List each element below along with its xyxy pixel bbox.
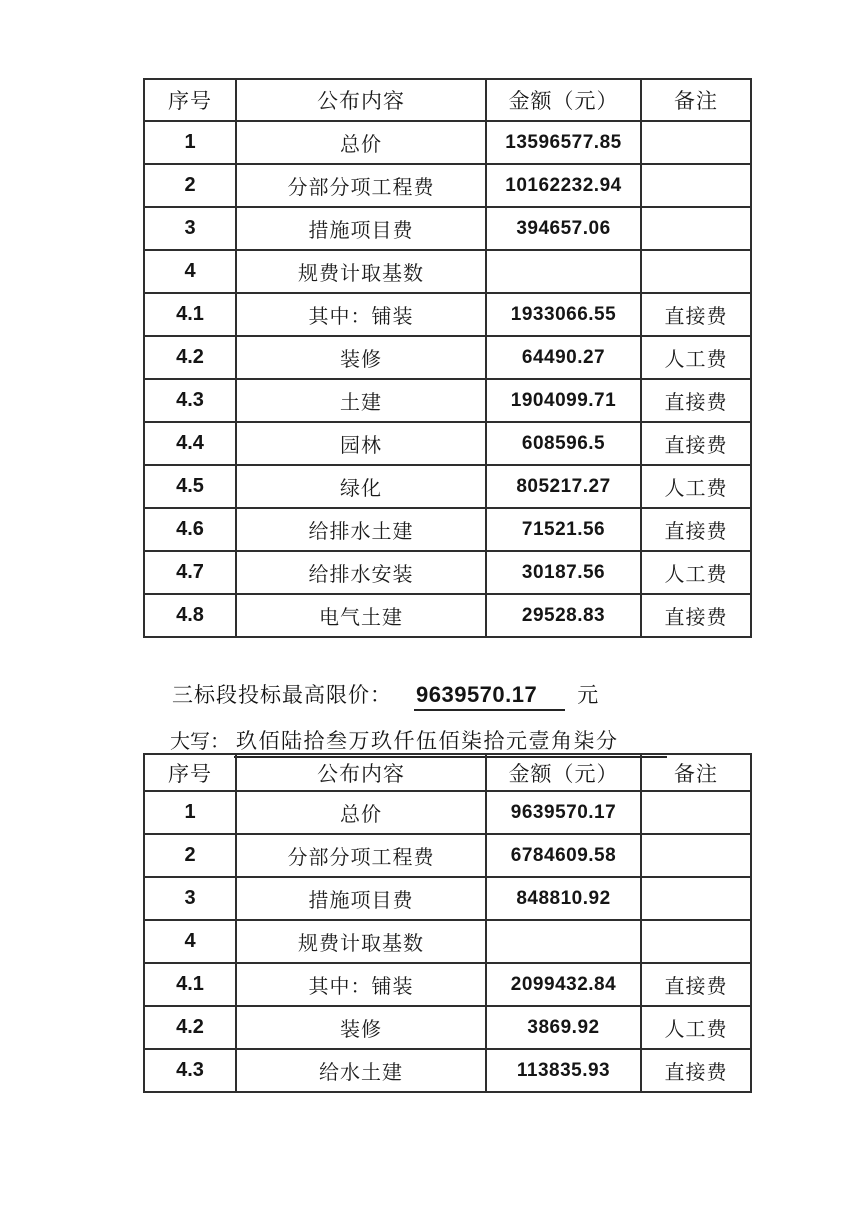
cell-seq: 4 — [144, 250, 236, 293]
cell-amount: 71521.56 — [486, 508, 641, 551]
cell-remark — [641, 207, 751, 250]
max-price-line — [172, 679, 599, 711]
cell-amount: 805217.27 — [486, 465, 641, 508]
cell-remark: 人工费 — [641, 465, 751, 508]
cell-content: 电气土建 — [236, 594, 486, 637]
column-header-seq: 序号 — [144, 79, 236, 121]
cell-amount: 394657.06 — [486, 207, 641, 250]
cell-remark: 直接费 — [641, 594, 751, 637]
cell-amount: 9639570.17 — [486, 791, 641, 834]
cell-seq: 4 — [144, 920, 236, 963]
cell-seq: 4.7 — [144, 551, 236, 594]
cell-remark: 人工费 — [641, 1006, 751, 1049]
cell-seq: 4.2 — [144, 336, 236, 379]
table-row — [144, 834, 751, 877]
cell-amount — [486, 920, 641, 963]
cell-seq: 4.4 — [144, 422, 236, 465]
cell-seq: 4.2 — [144, 1006, 236, 1049]
cell-remark: 人工费 — [641, 551, 751, 594]
table-row — [144, 121, 751, 164]
cell-amount: 113835.93 — [486, 1049, 641, 1092]
cell-amount — [486, 250, 641, 293]
cell-amount: 1904099.71 — [486, 379, 641, 422]
cell-amount: 608596.5 — [486, 422, 641, 465]
cell-amount: 3869.92 — [486, 1006, 641, 1049]
table-row — [144, 379, 751, 422]
capital-label: 大写： — [170, 731, 230, 753]
cell-remark — [641, 121, 751, 164]
cell-remark: 直接费 — [641, 963, 751, 1006]
cell-seq: 4.3 — [144, 1049, 236, 1092]
cell-content: 其中：铺装 — [236, 963, 486, 1006]
cell-amount: 848810.92 — [486, 877, 641, 920]
max-price-amount: 9639570.17 — [414, 682, 565, 711]
cell-remark: 人工费 — [641, 336, 751, 379]
cell-content: 土建 — [236, 379, 486, 422]
table-row — [144, 422, 751, 465]
table-row — [144, 465, 751, 508]
cell-remark: 直接费 — [641, 379, 751, 422]
table-row — [144, 207, 751, 250]
cell-seq: 4.6 — [144, 508, 236, 551]
cell-seq: 4.1 — [144, 963, 236, 1006]
cell-content: 规费计取基数 — [236, 920, 486, 963]
cell-content: 分部分项工程费 — [236, 834, 486, 877]
table-row — [144, 791, 751, 834]
cell-amount: 1933066.55 — [486, 293, 641, 336]
column-header-seq: 序号 — [144, 754, 236, 791]
cell-seq: 3 — [144, 877, 236, 920]
column-header-amount: 金额（元） — [486, 754, 641, 791]
table-row — [144, 336, 751, 379]
table-header-row — [144, 79, 751, 121]
price-table-1 — [143, 78, 752, 638]
cell-seq: 4.1 — [144, 293, 236, 336]
table-row — [144, 508, 751, 551]
cell-seq: 2 — [144, 834, 236, 877]
column-header-amount: 金额（元） — [486, 79, 641, 121]
cell-remark — [641, 834, 751, 877]
cell-seq: 4.8 — [144, 594, 236, 637]
table-row — [144, 594, 751, 637]
cell-content: 总价 — [236, 121, 486, 164]
cell-amount: 10162232.94 — [486, 164, 641, 207]
max-price-label: 三标段投标最高限价： — [172, 683, 392, 707]
cell-content: 其中：铺装 — [236, 293, 486, 336]
cell-seq: 1 — [144, 791, 236, 834]
cell-seq: 1 — [144, 121, 236, 164]
cell-remark — [641, 164, 751, 207]
column-header-content: 公布内容 — [236, 79, 486, 121]
cell-remark — [641, 920, 751, 963]
cell-amount: 13596577.85 — [486, 121, 641, 164]
cell-content: 措施项目费 — [236, 207, 486, 250]
cell-content: 装修 — [236, 336, 486, 379]
table-row — [144, 1006, 751, 1049]
max-price-unit: 元 — [577, 683, 600, 707]
cell-remark: 直接费 — [641, 422, 751, 465]
column-header-remark: 备注 — [641, 754, 751, 791]
cell-content: 措施项目费 — [236, 877, 486, 920]
cell-content: 绿化 — [236, 465, 486, 508]
cell-remark — [641, 791, 751, 834]
cell-amount: 6784609.58 — [486, 834, 641, 877]
cell-content: 装修 — [236, 1006, 486, 1049]
price-table-2 — [143, 753, 752, 1093]
cell-seq: 4.5 — [144, 465, 236, 508]
cell-remark: 直接费 — [641, 508, 751, 551]
cell-seq: 3 — [144, 207, 236, 250]
table-row — [144, 877, 751, 920]
column-header-remark: 备注 — [641, 79, 751, 121]
table-row — [144, 920, 751, 963]
table-header-row — [144, 754, 751, 791]
cell-seq: 2 — [144, 164, 236, 207]
table-row — [144, 164, 751, 207]
cell-content: 园林 — [236, 422, 486, 465]
column-header-content: 公布内容 — [236, 754, 486, 791]
cell-remark: 直接费 — [641, 1049, 751, 1092]
cell-content: 给排水安装 — [236, 551, 486, 594]
table-row — [144, 1049, 751, 1092]
table-row — [144, 551, 751, 594]
table-row — [144, 963, 751, 1006]
table-row — [144, 250, 751, 293]
cell-remark — [641, 877, 751, 920]
cell-amount: 64490.27 — [486, 336, 641, 379]
cell-amount: 2099432.84 — [486, 963, 641, 1006]
cell-content: 给水土建 — [236, 1049, 486, 1092]
cell-remark: 直接费 — [641, 293, 751, 336]
cell-amount: 29528.83 — [486, 594, 641, 637]
cell-amount: 30187.56 — [486, 551, 641, 594]
cell-content: 总价 — [236, 791, 486, 834]
cell-content: 分部分项工程费 — [236, 164, 486, 207]
table-row — [144, 293, 751, 336]
cell-remark — [641, 250, 751, 293]
capital-amount-text: 玖佰陆拾叁万玖仟伍佰柒拾元壹角柒分 — [234, 725, 667, 758]
cell-content: 给排水土建 — [236, 508, 486, 551]
cell-seq: 4.3 — [144, 379, 236, 422]
cell-content: 规费计取基数 — [236, 250, 486, 293]
